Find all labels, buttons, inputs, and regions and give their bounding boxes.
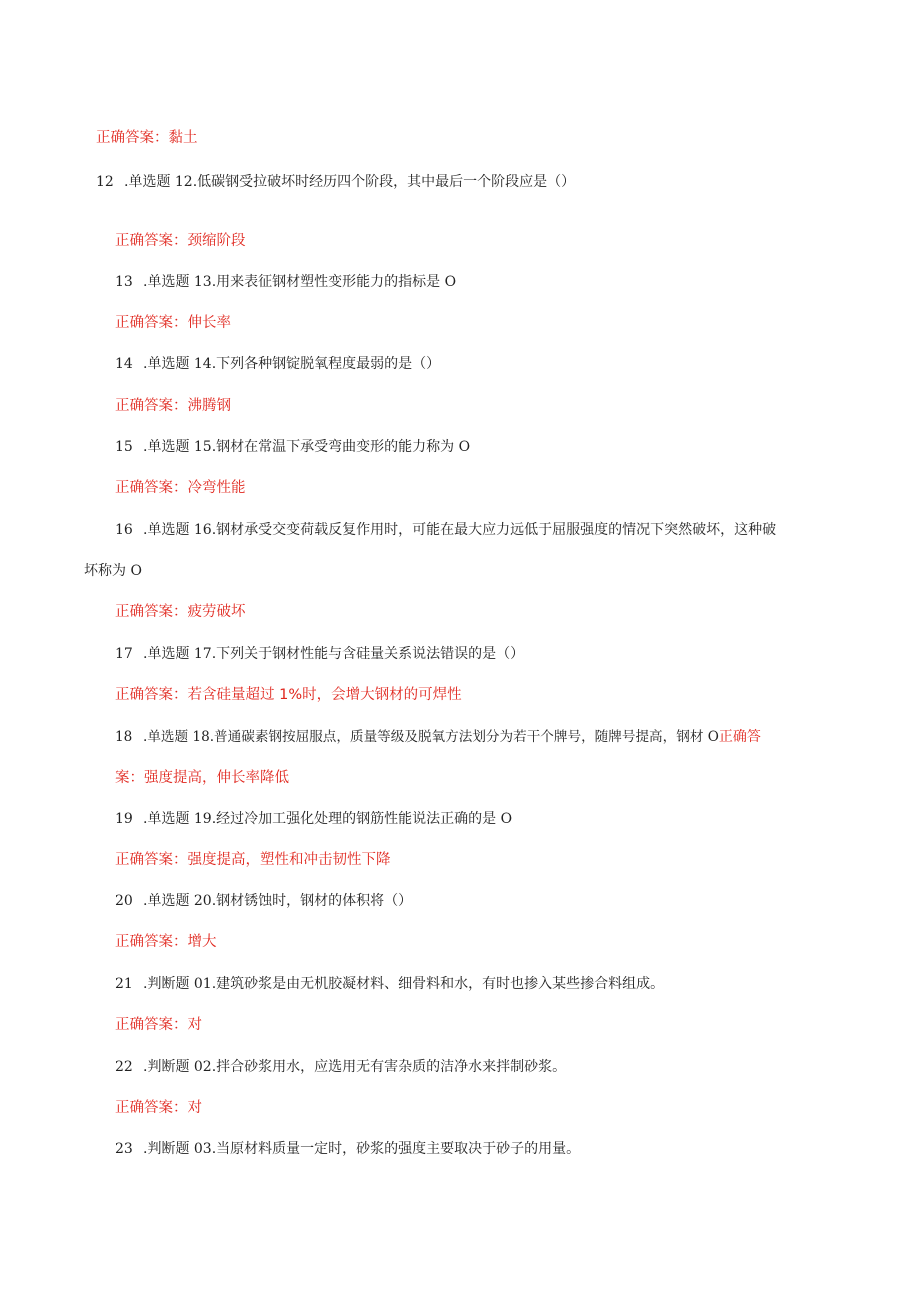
question-number: 14 — [115, 356, 133, 372]
answer-prefix: 正确答案： — [115, 687, 188, 703]
question-text: .单选题 12.低碳钢受拉破坏时经历四个阶段，其中最后一个阶段应是（） — [124, 174, 576, 190]
question-number: 15 — [115, 439, 133, 455]
answer-text: 对 — [187, 1017, 202, 1033]
answer-20 — [115, 932, 217, 952]
answer-13 — [115, 313, 231, 333]
answer-19 — [115, 850, 391, 870]
question-number: 16 — [115, 522, 133, 538]
answer-12 — [115, 231, 246, 251]
question-text: .单选题 14.下列各种钢锭脱氧程度最弱的是（） — [143, 356, 441, 372]
answer-text: 对 — [187, 1100, 202, 1116]
question-14 — [115, 354, 440, 374]
question-22 — [115, 1057, 566, 1077]
answer-prefix: 正确答案： — [115, 1100, 188, 1116]
question-text: .判断题 03.当原材料质量一定时，砂浆的强度主要取决于砂子的用量。 — [143, 1141, 581, 1157]
answer-prefix: 正确答案： — [96, 130, 169, 146]
answer-text: 若含硅量超过 1%时，会增大钢材的可焊性 — [187, 687, 462, 703]
question-19 — [115, 809, 512, 829]
question-18 — [115, 727, 761, 747]
question-text: .单选题 13.用来表征钢材塑性变形能力的指标是 O — [143, 274, 457, 290]
answer-prefix: 正确答案： — [115, 852, 188, 868]
question-12 — [96, 172, 575, 192]
question-text: .单选题 17.下列关于钢材性能与含硅量关系说法错误的是（） — [143, 646, 525, 662]
question-number: 23 — [115, 1141, 133, 1157]
answer-prefix: 正确答案： — [115, 315, 188, 331]
question-text: .单选题 15.钢材在常温下承受弯曲变形的能力称为 O — [143, 439, 471, 455]
answer-18-continuation: 案：强度提高，伸长率降低 — [115, 770, 289, 786]
answer-text: 伸长率 — [187, 315, 231, 331]
answer-22 — [115, 1098, 202, 1118]
answer-text: 冷弯性能 — [187, 480, 246, 496]
question-20 — [115, 891, 412, 911]
answer-prefix: 正确答案： — [115, 398, 188, 414]
answer-text: 颈缩阶段 — [187, 233, 246, 249]
answer-prefix: 正确答案： — [115, 604, 188, 620]
question-text: .单选题 20.钢材锈蚀时，钢材的体积将（） — [143, 893, 413, 909]
question-number: 20 — [115, 893, 133, 909]
answer-prefix: 正确答案： — [115, 233, 188, 249]
answer-17 — [115, 685, 462, 705]
question-text: .单选题 16.钢材承受交变荷载反复作用时，可能在最大应力远低于屈服强度的情况下突然破坏，这种破 — [143, 522, 777, 538]
answer-16 — [115, 602, 246, 622]
question-23 — [115, 1139, 580, 1159]
question-16-continuation: 坏称为 O — [84, 563, 142, 579]
answer-text: 疲劳破坏 — [187, 604, 246, 620]
question-17 — [115, 644, 524, 664]
question-number: 21 — [115, 976, 133, 992]
answer-prefix: 正确答案： — [115, 480, 188, 496]
answer-14 — [115, 396, 231, 416]
answer-text: 沸腾钢 — [187, 398, 231, 414]
answer-text: 黏土 — [168, 130, 198, 146]
question-number: 19 — [115, 811, 133, 827]
question-number: 12 — [96, 174, 114, 190]
question-number: 17 — [115, 646, 133, 662]
question-21 — [115, 974, 664, 994]
answer-prefix: 正确答案： — [115, 1017, 188, 1033]
question-13 — [115, 272, 456, 292]
answer-15 — [115, 478, 246, 498]
question-number: 22 — [115, 1059, 133, 1075]
question-number: 18 — [115, 729, 133, 745]
question-15 — [115, 437, 470, 457]
question-text: .单选题 19.经过冷加工强化处理的钢筋性能说法正确的是 O — [143, 811, 513, 827]
answer-text: 增大 — [187, 934, 217, 950]
answer-18-start: 正确答 — [718, 729, 761, 745]
question-16 — [115, 520, 776, 540]
question-text: .判断题 01.建筑砂浆是由无机胶凝材料、细骨料和水，有时也掺入某些掺合料组成。 — [143, 976, 665, 992]
answer-11 — [96, 128, 198, 148]
answer-text: 强度提高，塑性和冲击韧性下降 — [187, 852, 391, 868]
question-text: .单选题 18.普通碳素钢按屈服点，质量等级及脱氧方法划分为若干个牌号，随牌号提高，钢材 O — [143, 729, 719, 745]
question-number: 13 — [115, 274, 133, 290]
answer-prefix: 正确答案： — [115, 934, 188, 950]
question-text: .判断题 02.拌合砂浆用水，应选用无有害杂质的洁净水来拌制砂浆。 — [143, 1059, 567, 1075]
answer-21 — [115, 1015, 202, 1035]
